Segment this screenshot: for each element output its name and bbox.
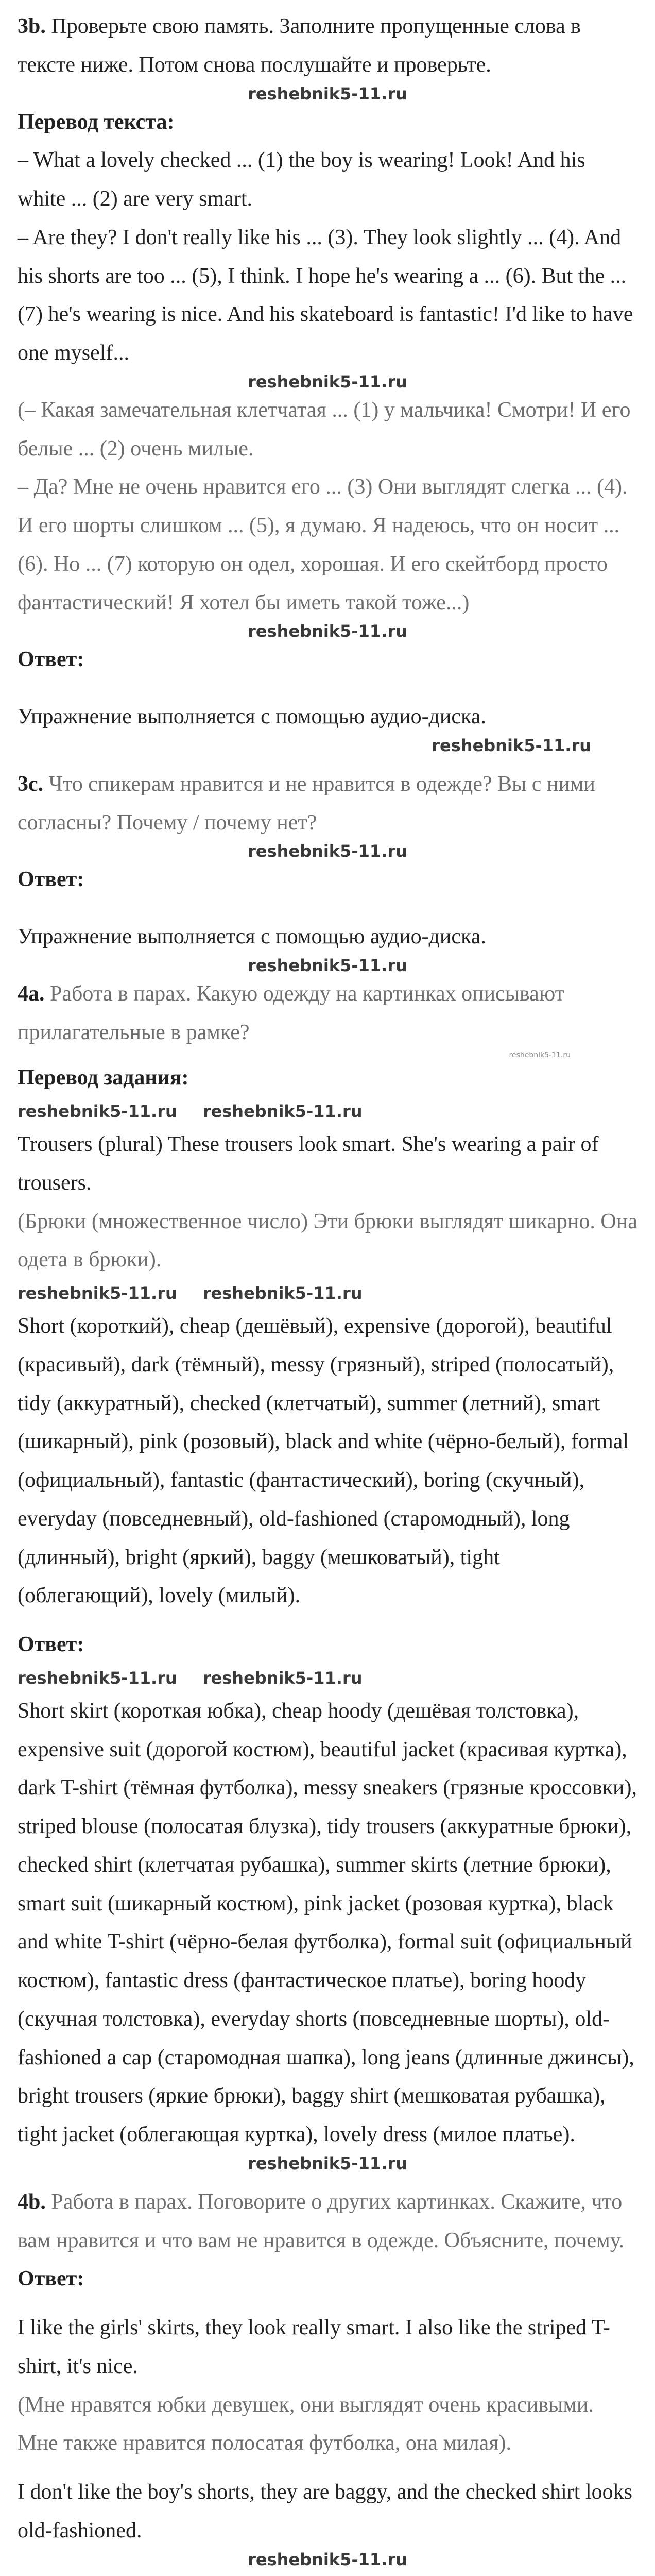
watermark[interactable]: reshebnik5-11.ru — [248, 841, 407, 861]
watermark[interactable]: reshebnik5-11.ru — [432, 735, 591, 755]
task-4a-number: 4a. — [18, 981, 45, 1006]
task-4b-number: 4b. — [18, 2190, 46, 2214]
task-3b — [18, 7, 637, 754]
small-watermark: reshebnik5-11.ru — [509, 1051, 571, 1060]
task-3b-text-ru: (– Какая замечательная клетчатая ... (1) у мальчика! Смотри! И его белые ... (2) очень милые. – Да? Мне не очень нравится его ... (3) Они выглядят слегка ... (4). И его шорты слишком ... (5), я думаю. Я надеюсь, что он носит ... (6). Но ... (7) которую он одел, хорошая. И его скейтборд просто фантастический! Я хотел бы иметь такой тоже...) — [18, 398, 631, 615]
task-4b — [18, 2183, 637, 2576]
task-4a-task-en: Trousers (plural) These trousers look smart. She's wearing a pair of trousers. — [18, 1132, 599, 1195]
watermark[interactable]: reshebnik5-11.ru — [248, 621, 407, 641]
task-3b-instruction: 3b. Проверьте свою память. Заполните пропущенные слова в тексте ниже. Потом снова послушайте и проверьте. — [18, 14, 581, 77]
task-4a-instruction: 4a. Работа в парах. Какую одежду на картинках описывают прилагательные в рамке? — [18, 981, 564, 1044]
watermark[interactable]: reshebnik5-11.ru — [248, 2153, 407, 2173]
task-3b-text-en: – What a lovely checked ... (1) the boy is wearing! Look! And his white ... (2) are very smart. – Are they? I don't really like his ... (3). They look slightly ... (4). And his shorts are too ... (5), I think. I hope he's wearing a ... (6). But the ... (7) he's wearing is nice. And his skateboard is fantastic! I'd like to have one myself... — [18, 148, 633, 365]
watermark[interactable]: reshebnik5-11.ru — [202, 1101, 363, 1121]
task-4b-instruction: 4b. Работа в парах. Поговорите о других картинках. Скажите, что вам нравится и что вам не нравится в одежде. Объясните, почему. — [18, 2190, 624, 2252]
task-4a-task-heading: Перевод задания: — [18, 1066, 189, 1090]
task-3c — [18, 765, 637, 974]
task-4b-answer-2-ru — [18, 2569, 637, 2576]
watermark-row — [18, 1279, 637, 1307]
task-3c-answer-label: Ответ: — [18, 868, 84, 892]
task-3c-number: 3c. — [18, 772, 44, 796]
task-3c-answer: Упражнение выполняется с помощью аудио-диска. — [18, 925, 486, 948]
watermark[interactable]: reshebnik5-11.ru — [248, 955, 407, 975]
watermark[interactable]: reshebnik5-11.ru — [18, 1283, 177, 1303]
watermark[interactable]: reshebnik5-11.ru — [248, 371, 407, 392]
task-4b-answer-1-ru: (Мне нравятся юбки девушек, они выглядят очень красивыми. Мне также нравится полосатая футболка, она милая). — [18, 2393, 594, 2455]
watermark[interactable]: reshebnik5-11.ru — [202, 1283, 363, 1303]
task-3b-translation-heading: Перевод текста: — [18, 110, 175, 134]
watermark[interactable]: reshebnik5-11.ru — [248, 2549, 407, 2569]
task-4a-adjectives: Short (короткий), cheap (дешёвый), expensive (дорогой), beautiful (красивый), dark (тёмный), messy (грязный), striped (полосатый), tidy (аккуратный), checked (клетчатый), summer (летний), smart (шикарный), pink (розовый), black and white (чёрно-белый), formal (официальный), fantastic (фантастический), boring (скучный), everyday (повседневный), old-fashioned (старомодный), long (длинный), bright (яркий), baggy (мешковатый), tight (облегающий), lovely (милый). — [18, 1314, 629, 1608]
task-4a — [18, 975, 637, 2172]
task-4b-answer-1-en: I like the girls' skirts, they look really smart. I also like the striped T-shirt, it's nice. — [18, 2316, 610, 2378]
task-4a-answer: Short skirt (короткая юбка), cheap hoody (дешёвая толстовка), expensive suit (дорогой костюм), beautiful jacket (красивая куртка), dark T-shirt (тёмная футболка), messy sneakers (грязные кроссовки), striped blouse (полосатая блузка), tidy trousers (аккуратные брюки), checked shirt (клетчатая рубашка), summer skirts (летние брюки), smart suit (шикарный костюм), pink jacket (розовая куртка), black and white T-shirt (чёрно-белая футболка), formal suit (официальный костюм), fantastic dress (фантастическое платье), boring hoody (скучная толстовка), everyday shorts (повседневные шорты), old-fashioned a cap (старомодная шапка), long jeans (длинные джинсы), bright trousers (яркие брюки), baggy shirt (мешковатая рубашка), tight jacket (облегающая куртка), lovely dress (милое платье). — [18, 1699, 637, 2146]
task-4b-answer-label: Ответ: — [18, 2267, 84, 2291]
watermark-row — [18, 1664, 637, 1692]
task-4a-task-ru: (Брюки (множественное число) Эти брюки выглядят шикарно. Она одета в брюки). — [18, 1209, 637, 1272]
task-3c-instruction: 3c. Что спикерам нравится и не нравится в одежде? Вы с ними согласны? Почему / почему нет? — [18, 772, 595, 835]
watermark-row — [18, 1097, 637, 1125]
watermark[interactable]: reshebnik5-11.ru — [202, 1668, 363, 1688]
task-3b-answer-label: Ответ: — [18, 648, 84, 672]
watermark[interactable]: reshebnik5-11.ru — [18, 1668, 177, 1688]
watermark[interactable]: reshebnik5-11.ru — [18, 1101, 177, 1121]
task-3b-answer: Упражнение выполняется с помощью аудио-диска. — [18, 705, 486, 728]
watermark[interactable]: reshebnik5-11.ru — [248, 83, 407, 104]
task-3b-number: 3b. — [18, 14, 46, 38]
task-4b-answer-2-en: I don't like the boy's shorts, they are baggy, and the checked shirt looks old-fashioned. — [18, 2480, 632, 2543]
task-4a-answer-label: Ответ: — [18, 1633, 84, 1656]
